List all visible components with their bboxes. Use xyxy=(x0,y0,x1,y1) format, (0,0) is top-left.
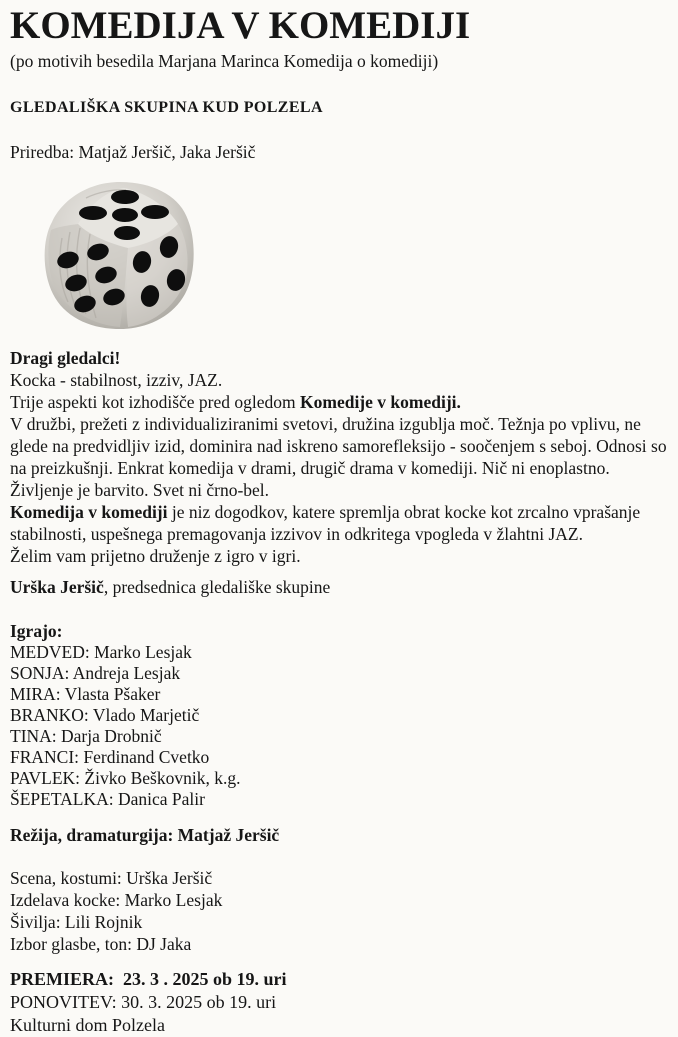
cast-list xyxy=(10,642,670,810)
cast-member: ŠEPETALKA: Danica Palir xyxy=(10,789,205,809)
greeting-line: Dragi gledalci! xyxy=(10,348,121,368)
cast-member: TINA: Darja Drobnič xyxy=(10,726,162,746)
dice-image xyxy=(28,180,206,332)
cast-member: MIRA: Vlasta Pšaker xyxy=(10,684,161,704)
paragraph-line: glede na predvidljiv izid, dominira nad iskreno samorefleksijo - soočenjem s seboj. Odnosi so xyxy=(10,436,667,456)
para2-bold-title: Komedija v komediji xyxy=(10,502,168,522)
paragraph-line: Želim vam prijetno druženje z igro v igri. xyxy=(10,546,301,566)
signature-line xyxy=(10,576,670,598)
direction-credit-line: Režija, dramaturgija: Matjaž Jeršič xyxy=(10,825,280,845)
intro-line-kocka: Kocka - stabilnost, izziv, JAZ. xyxy=(10,370,223,390)
page-subtitle: (po motivih besedila Marjana Marinca Komedija o komediji) xyxy=(10,51,439,71)
signature-role: , predsednica gledališke skupine xyxy=(103,577,331,597)
crew-line: Izbor glasbe, ton: DJ Jaka xyxy=(10,934,192,954)
introduction-text xyxy=(10,347,670,567)
intro-line-trije-pre: Trije aspekti kot izhodišče pred ogledom xyxy=(10,392,300,412)
crew-line: Šivilja: Lili Rojnik xyxy=(10,912,143,932)
adaptation-line: Priredba: Matjaž Jeršič, Jaka Jeršič xyxy=(10,142,256,162)
rerun-line: PONOVITEV: 30. 3. 2025 ob 19. uri xyxy=(10,992,277,1012)
cast-member: PAVLEK: Živko Beškovnik, k.g. xyxy=(10,768,241,788)
theatre-group-name: GLEDALIŠKA SKUPINA KUD POLZELA xyxy=(10,99,323,116)
cast-heading: Igrajo: xyxy=(10,621,63,641)
performance-schedule xyxy=(10,968,670,1037)
crew-line: Izdelava kocke: Marko Lesjak xyxy=(10,890,223,910)
cast-member: MEDVED: Marko Lesjak xyxy=(10,642,192,662)
cast-member: FRANCI: Ferdinand Cvetko xyxy=(10,747,210,767)
wooden-dice-photo xyxy=(28,180,206,332)
venue-line: Kulturni dom Polzela xyxy=(10,1015,165,1035)
intro-line-trije xyxy=(10,391,670,413)
paragraph-line: stabilnosti, uspešnega premagovanja izzivov in odkritega vpogleda v žlahtni JAZ. xyxy=(10,524,583,544)
paragraph-line: Življenje je barvito. Svet ni črno-bel. xyxy=(10,480,270,500)
para2-line1-rest: je niz dogodkov, katere spremlja obrat kocke kot zrcalno vprašanje xyxy=(167,502,641,522)
page-title: KOMEDIJA V KOMEDIJI xyxy=(10,4,471,47)
paragraph-line: V družbi, prežeti z individualiziranimi svetovi, družina izgublja moč. Težnja po vplivu, ne xyxy=(10,414,641,434)
intro-line-trije-bold: Komedije v komediji. xyxy=(300,392,461,412)
crew-list xyxy=(10,867,670,955)
cast-member: BRANKO: Vlado Marjetič xyxy=(10,705,200,725)
paragraph-line: na preizkušnji. Enkrat komedija v drami, drugič drama v komediji. Nič ni enoplastno. xyxy=(10,458,610,478)
crew-line: Scena, kostumi: Urška Jeršič xyxy=(10,868,213,888)
cast-member: SONJA: Andreja Lesjak xyxy=(10,663,181,683)
premiere-line: PREMIERA: 23. 3 . 2025 ob 19. uri xyxy=(10,969,287,989)
signature-name: Urška Jeršič xyxy=(10,577,104,597)
paragraph-line xyxy=(10,501,670,523)
